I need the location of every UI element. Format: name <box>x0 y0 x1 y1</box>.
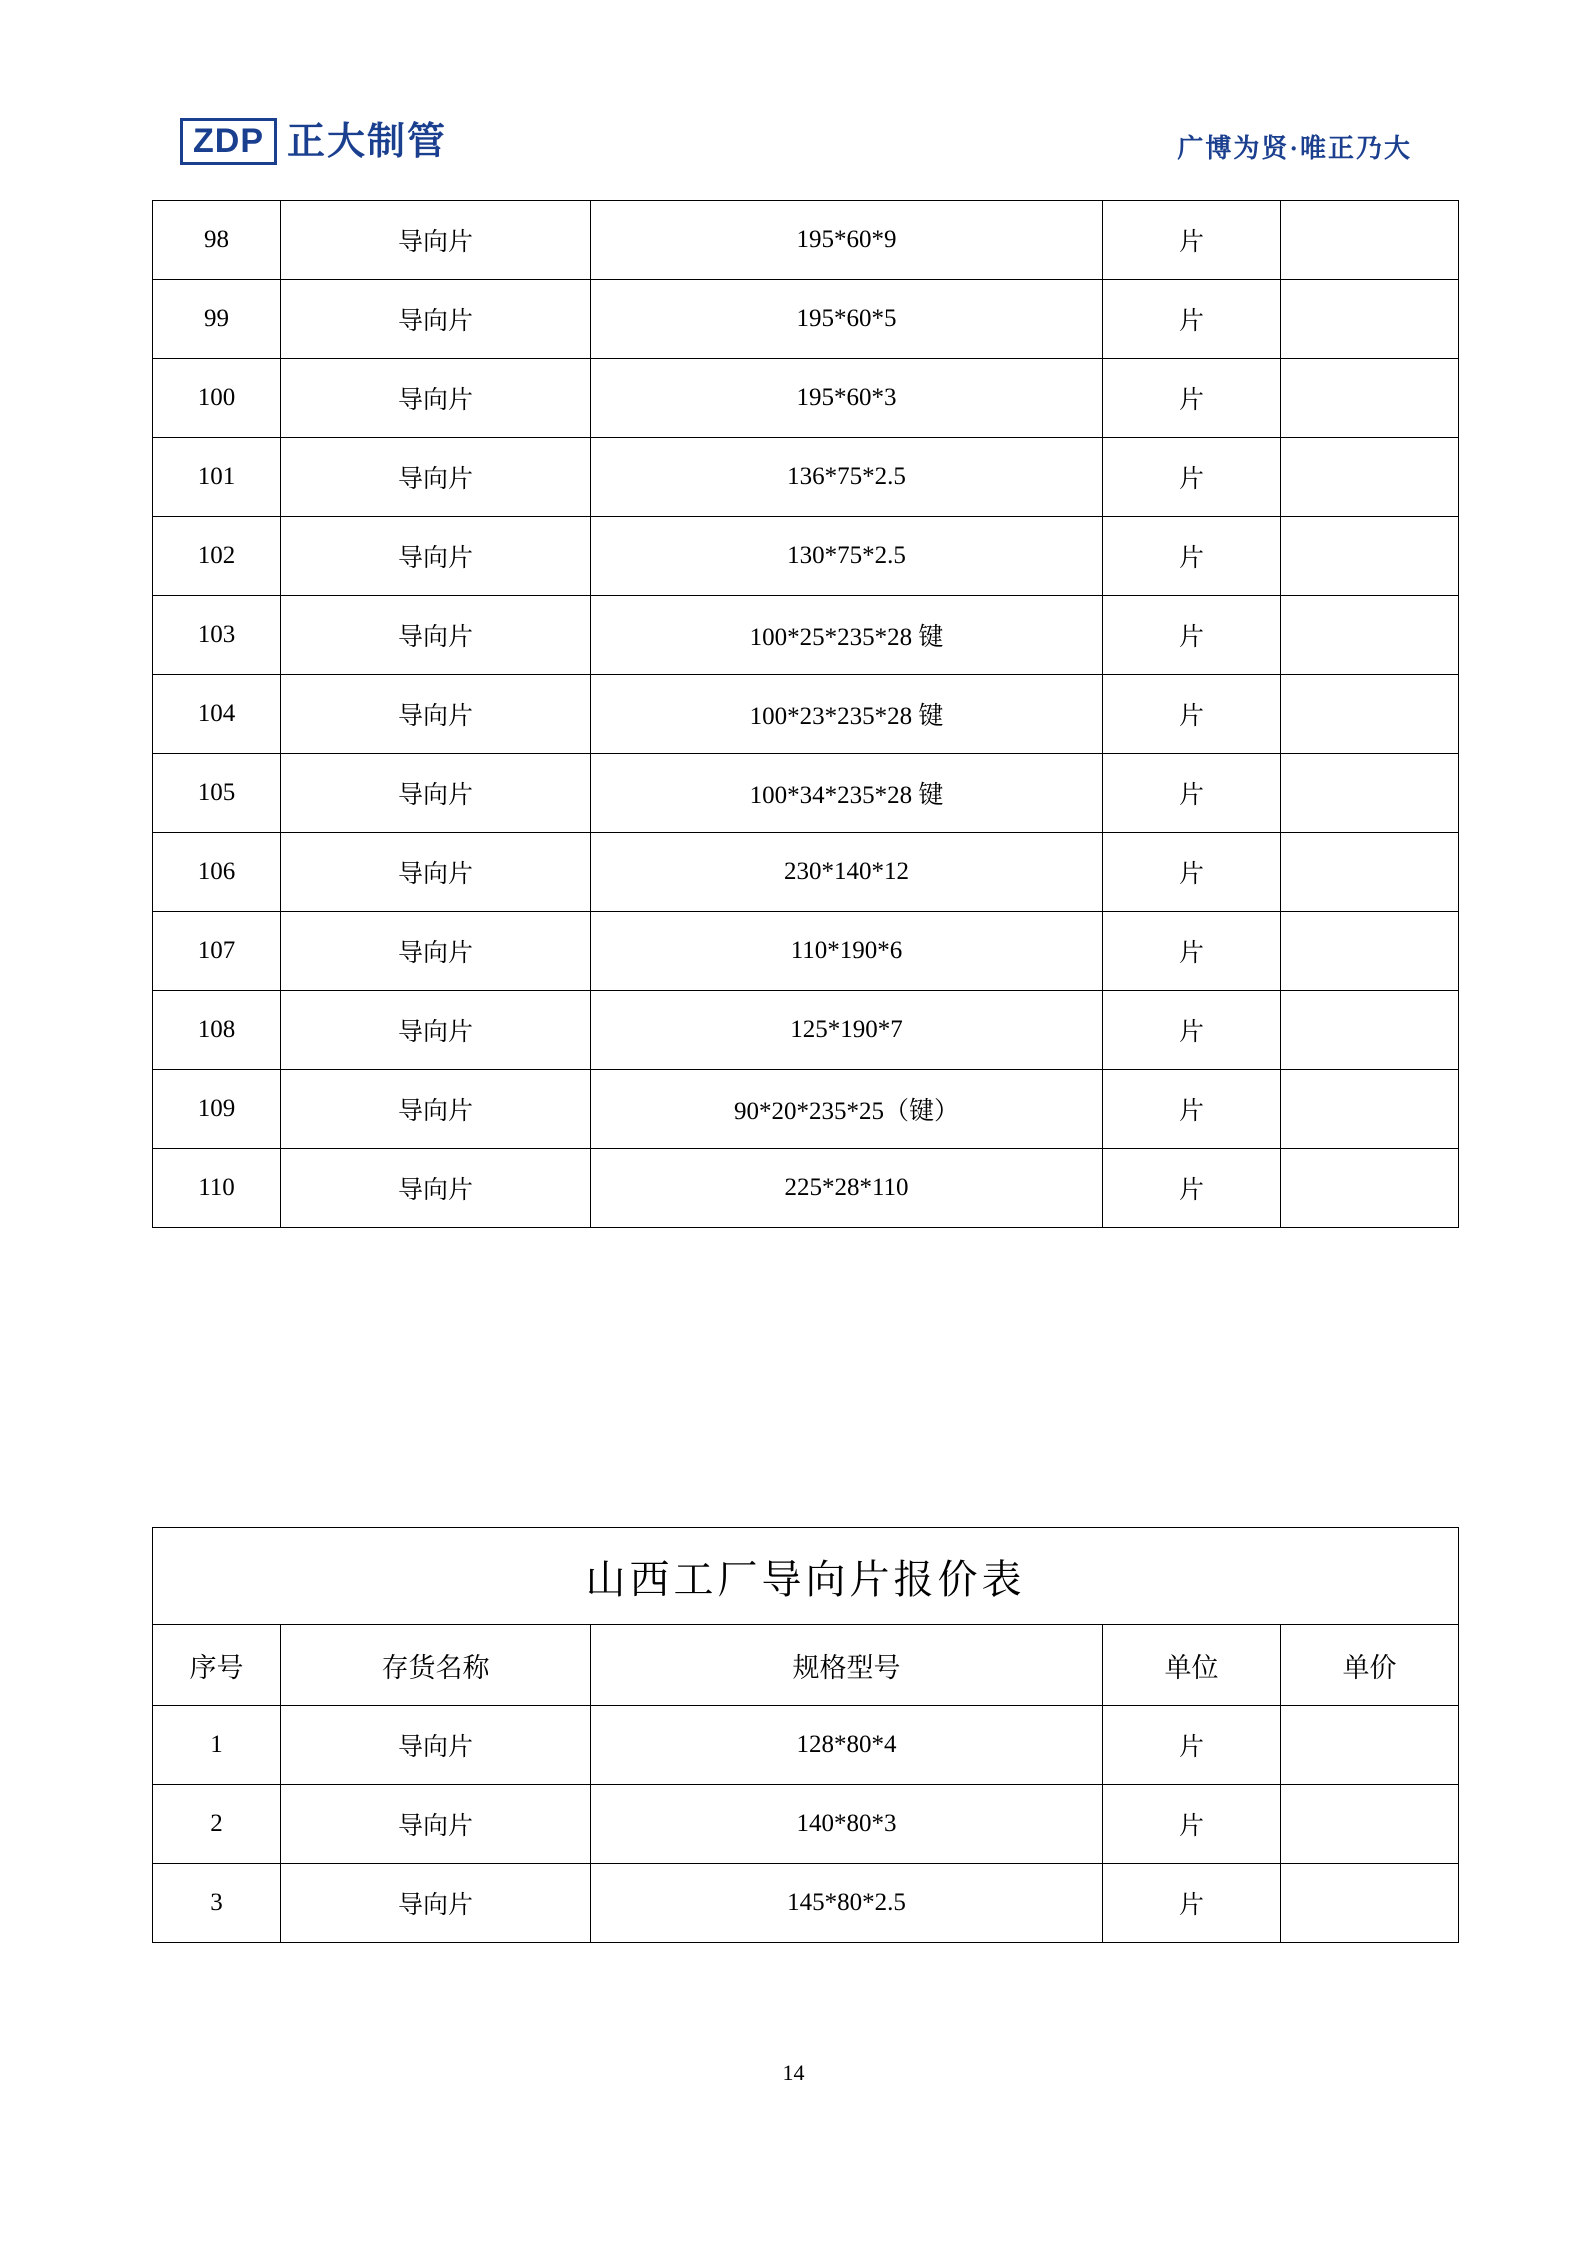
cell-name: 导向片 <box>281 1070 591 1149</box>
cell-unit: 片 <box>1103 280 1281 359</box>
cell-no: 108 <box>153 991 281 1070</box>
cell-no: 101 <box>153 438 281 517</box>
cell-no: 2 <box>153 1785 281 1864</box>
cell-spec: 90*20*235*25（键） <box>591 1070 1103 1149</box>
table-body-bottom <box>153 1528 1459 1943</box>
logo-mark-text: ZDP <box>180 118 277 165</box>
cell-name: 导向片 <box>281 1785 591 1864</box>
cell-spec: 225*28*110 <box>591 1149 1103 1228</box>
cell-price <box>1281 1706 1459 1785</box>
cell-spec: 100*34*235*28 键 <box>591 754 1103 833</box>
table-row <box>153 754 1459 833</box>
cell-name: 导向片 <box>281 912 591 991</box>
cell-price <box>1281 596 1459 675</box>
cell-spec: 100*23*235*28 键 <box>591 675 1103 754</box>
column-header-name: 存货名称 <box>281 1625 591 1706</box>
cell-price <box>1281 280 1459 359</box>
column-header-unit: 单位 <box>1103 1625 1281 1706</box>
cell-no: 100 <box>153 359 281 438</box>
cell-spec: 195*60*5 <box>591 280 1103 359</box>
cell-price <box>1281 359 1459 438</box>
table-header-row <box>153 1625 1459 1706</box>
table-row <box>153 517 1459 596</box>
cell-price <box>1281 754 1459 833</box>
cell-price <box>1281 991 1459 1070</box>
cell-unit: 片 <box>1103 754 1281 833</box>
cell-no: 103 <box>153 596 281 675</box>
table-body-top <box>153 201 1459 1228</box>
cell-name: 导向片 <box>281 201 591 280</box>
table-row <box>153 1070 1459 1149</box>
cell-unit: 片 <box>1103 201 1281 280</box>
cell-no: 107 <box>153 912 281 991</box>
table-row <box>153 596 1459 675</box>
cell-price <box>1281 833 1459 912</box>
cell-no: 110 <box>153 1149 281 1228</box>
cell-spec: 136*75*2.5 <box>591 438 1103 517</box>
cell-spec: 128*80*4 <box>591 1706 1103 1785</box>
table-row <box>153 675 1459 754</box>
cell-no: 104 <box>153 675 281 754</box>
cell-spec: 145*80*2.5 <box>591 1864 1103 1943</box>
table-row <box>153 280 1459 359</box>
column-header-no: 序号 <box>153 1625 281 1706</box>
cell-unit: 片 <box>1103 1706 1281 1785</box>
cell-name: 导向片 <box>281 1149 591 1228</box>
cell-unit: 片 <box>1103 596 1281 675</box>
cell-no: 98 <box>153 201 281 280</box>
company-logo <box>180 118 447 165</box>
cell-spec: 195*60*9 <box>591 201 1103 280</box>
cell-price <box>1281 517 1459 596</box>
cell-name: 导向片 <box>281 280 591 359</box>
table-row <box>153 1785 1459 1864</box>
table-row <box>153 1149 1459 1228</box>
table-row <box>153 201 1459 280</box>
cell-price <box>1281 438 1459 517</box>
cell-name: 导向片 <box>281 991 591 1070</box>
cell-name: 导向片 <box>281 1706 591 1785</box>
page-number: 14 <box>782 2060 805 2085</box>
cell-name: 导向片 <box>281 438 591 517</box>
cell-price <box>1281 1070 1459 1149</box>
quotation-table-shanxi <box>152 1527 1459 1943</box>
cell-unit: 片 <box>1103 359 1281 438</box>
cell-price <box>1281 1785 1459 1864</box>
cell-name: 导向片 <box>281 596 591 675</box>
cell-price <box>1281 1864 1459 1943</box>
table-title: 山西工厂导向片报价表 <box>153 1528 1459 1625</box>
cell-name: 导向片 <box>281 1864 591 1943</box>
cell-unit: 片 <box>1103 1864 1281 1943</box>
table-row <box>153 833 1459 912</box>
cell-no: 99 <box>153 280 281 359</box>
cell-unit: 片 <box>1103 675 1281 754</box>
table-row <box>153 1706 1459 1785</box>
cell-no: 105 <box>153 754 281 833</box>
cell-no: 102 <box>153 517 281 596</box>
cell-no: 1 <box>153 1706 281 1785</box>
table-row <box>153 991 1459 1070</box>
column-header-spec: 规格型号 <box>591 1625 1103 1706</box>
cell-price <box>1281 201 1459 280</box>
cell-price <box>1281 675 1459 754</box>
cell-name: 导向片 <box>281 675 591 754</box>
cell-unit: 片 <box>1103 991 1281 1070</box>
cell-price <box>1281 912 1459 991</box>
cell-price <box>1281 1149 1459 1228</box>
cell-spec: 230*140*12 <box>591 833 1103 912</box>
cell-spec: 140*80*3 <box>591 1785 1103 1864</box>
cell-no: 3 <box>153 1864 281 1943</box>
cell-name: 导向片 <box>281 517 591 596</box>
cell-spec: 195*60*3 <box>591 359 1103 438</box>
page-header <box>0 110 1587 180</box>
table-row <box>153 359 1459 438</box>
cell-unit: 片 <box>1103 517 1281 596</box>
cell-unit: 片 <box>1103 1070 1281 1149</box>
cell-unit: 片 <box>1103 833 1281 912</box>
cell-spec: 100*25*235*28 键 <box>591 596 1103 675</box>
table-row <box>153 1864 1459 1943</box>
cell-no: 109 <box>153 1070 281 1149</box>
cell-unit: 片 <box>1103 912 1281 991</box>
logo-company-name: 正大制管 <box>287 120 448 163</box>
company-slogan: 广博为贤·唯正乃大 <box>1177 134 1412 163</box>
cell-unit: 片 <box>1103 1149 1281 1228</box>
cell-unit: 片 <box>1103 1785 1281 1864</box>
cell-name: 导向片 <box>281 833 591 912</box>
cell-no: 106 <box>153 833 281 912</box>
cell-name: 导向片 <box>281 754 591 833</box>
table-title-row <box>153 1528 1459 1625</box>
column-header-price: 单价 <box>1281 1625 1459 1706</box>
table-row <box>153 912 1459 991</box>
table-row <box>153 438 1459 517</box>
cell-spec: 130*75*2.5 <box>591 517 1103 596</box>
cell-name: 导向片 <box>281 359 591 438</box>
cell-spec: 110*190*6 <box>591 912 1103 991</box>
quotation-table-continued <box>152 200 1459 1228</box>
cell-unit: 片 <box>1103 438 1281 517</box>
cell-spec: 125*190*7 <box>591 991 1103 1070</box>
